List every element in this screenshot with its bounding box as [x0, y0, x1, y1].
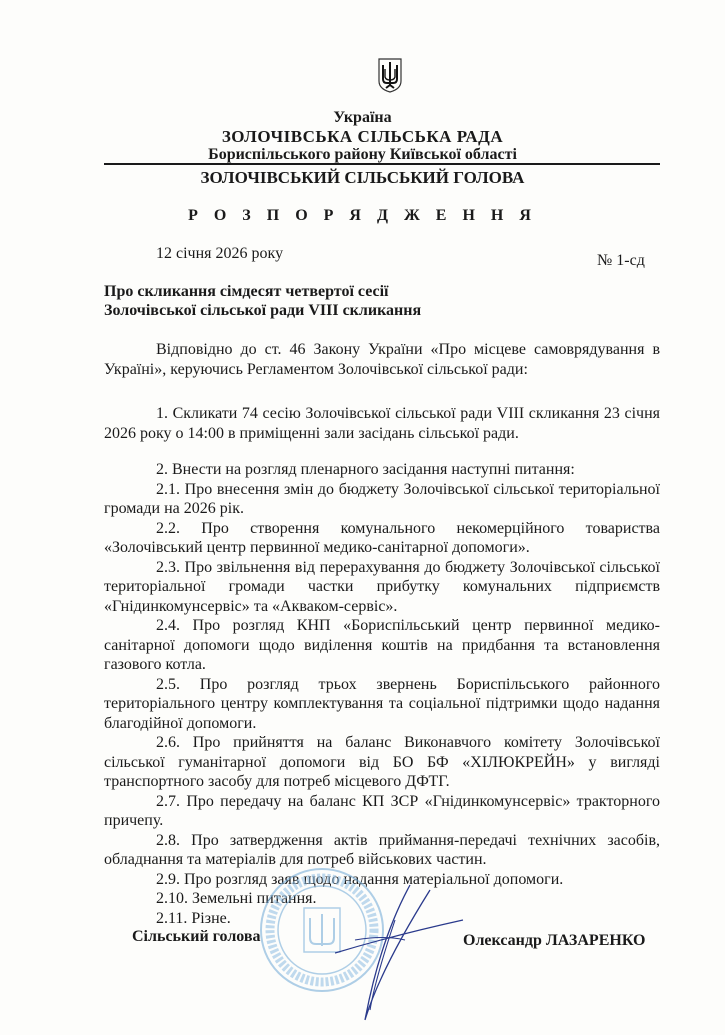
- header-divider: [104, 163, 660, 165]
- agenda-item: 2.4. Про розгляд КНП «Бориспільський центр первинної медико-санітарної допомоги щодо виділення коштів на придбання та встановлення газового котла.: [104, 617, 660, 673]
- agenda: [104, 460, 660, 928]
- header-district: Бориспільського району Київської області: [208, 146, 517, 163]
- agenda-item: 2.10. Земельні питання.: [156, 890, 317, 907]
- preamble-text: Відповідно до ст. 46 Закону України «Про місцеве самоврядування в Україні», керуючись Регламентом Золочівської сільської ради:: [104, 341, 660, 378]
- handwritten-signature-icon: [335, 880, 465, 1030]
- agenda-item: 2.1. Про внесення змін до бюджету Золочівської сільської територіальної громади на 2026 рік.: [104, 480, 660, 517]
- document-date: 12 січня 2026 року: [156, 245, 284, 262]
- signatory-position: Сільський голова: [132, 928, 261, 945]
- preamble: [104, 340, 660, 379]
- agenda-item: 2.9. Про розгляд заяв щодо надання матеріальної допомоги.: [156, 870, 564, 888]
- agenda-item: 2.11. Різне.: [156, 909, 231, 927]
- document-number: № 1-сд: [597, 252, 645, 269]
- agenda-item: 2.2. Про створення комунального некомерційного товариства «Золочівський центр первинної медико-санітарної допомоги».: [104, 519, 660, 556]
- header-country: Україна: [333, 109, 392, 126]
- point-1-text: 1. Скликати 74 сесію Золочівської сільської ради VIII скликання 23 січня 2026 року о 14:00 в приміщенні зали засідань сільської ради.: [104, 405, 660, 442]
- signatory-name: Олександр ЛАЗАРЕНКО: [463, 932, 646, 949]
- point-2-text: 2. Внести на розгляд пленарного засідання наступні питання:: [156, 461, 575, 478]
- agenda-item: 2.5. Про розгляд трьох звернень Бориспільського районного територіального центру комплектування та соціальної підтримки щодо надання благодійної допомоги.: [104, 675, 660, 732]
- agenda-item: 2.6. Про прийняття на баланс Виконавчого комітету Золочівської сільської гуманітарної допомоги від БО БФ «ХІЛЮКРЕЙН» у вигляді транспортного засобу для потреб місцевого ДФТГ.: [104, 734, 660, 790]
- subject-line-2: Золочівської сільської ради VIII скликання: [104, 302, 422, 319]
- document-subject: [104, 282, 421, 320]
- point-1: [104, 404, 660, 443]
- header-head-title: ЗОЛОЧІВСЬКИЙ СІЛЬСЬКИЙ ГОЛОВА: [200, 168, 525, 187]
- trident-icon: [377, 57, 403, 93]
- document-type: Р О З П О Р Я Д Ж Е Н Н Я: [188, 207, 537, 224]
- agenda-item: 2.3. Про звільнення від перерахування до бюджету Золочівської сільської територіальної громади частки прибутку комунальних підприємств «Гнідинкомунсервіс» та «Акваком-сервіс».: [104, 558, 660, 615]
- subject-line-1: Про скликання сімдесят четвертої сесії: [104, 283, 389, 300]
- agenda-item: 2.7. Про передачу на баланс КП ЗСР «Гнідинкомунсервіс» тракторного причепу.: [104, 792, 660, 829]
- agenda-item: 2.8. Про затвердження актів приймання-передачі технічних засобів, обладнання та матеріалів для потреб військових частин.: [104, 831, 660, 868]
- header-council: ЗОЛОЧІВСЬКА СІЛЬСЬКА РАДА: [221, 127, 504, 146]
